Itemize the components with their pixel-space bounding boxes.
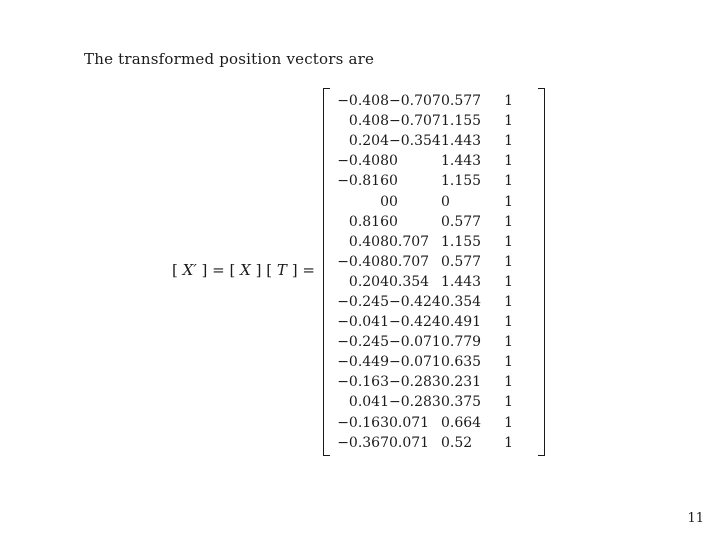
- matrix-cell: 0.071: [389, 414, 430, 431]
- matrix-table: [335, 91, 513, 453]
- matrix-cell: 1.155: [441, 113, 482, 130]
- matrix-cell: −0.163: [337, 374, 389, 391]
- matrix-cell: −0.408: [337, 153, 389, 170]
- result-matrix: [323, 88, 545, 456]
- matrix-cell: 0.577: [441, 93, 482, 110]
- matrix-cell: 1: [504, 374, 513, 391]
- matrix-row: [335, 332, 513, 352]
- matrix-cell: 1.155: [441, 233, 482, 250]
- matrix-cell: 0.354: [441, 293, 482, 310]
- matrix-cell: 1: [504, 414, 513, 431]
- matrix-row: [335, 272, 513, 292]
- matrix-cell: −0.283: [389, 394, 441, 411]
- matrix-cell: −0.449: [337, 354, 389, 371]
- matrix-cell: 0.779: [441, 334, 482, 351]
- equation-lhs: [172, 261, 315, 279]
- bracket-close-t: ]: [291, 261, 298, 279]
- matrix-body: [335, 91, 513, 453]
- bracket-open-xprime: [: [172, 261, 178, 279]
- bracket-open-t: [: [266, 261, 273, 279]
- matrix-row: [335, 151, 513, 171]
- matrix-cell: −0.041: [337, 314, 389, 331]
- matrix-cell: 0: [389, 173, 398, 190]
- matrix-cell: 0.707: [389, 233, 430, 250]
- matrix-cell: 0.204: [348, 273, 389, 290]
- matrix-cell: 0.635: [441, 354, 482, 371]
- matrix-cell: 1: [504, 173, 513, 190]
- matrix-cell: 1: [504, 193, 513, 210]
- matrix-cell: 1: [504, 314, 513, 331]
- matrix-cell: 1: [504, 273, 513, 290]
- matrix-cell: 0: [389, 213, 398, 230]
- matrix-cell: 0.231: [441, 374, 482, 391]
- matrix-cell: −0.424: [389, 293, 441, 310]
- matrix-cell: 1: [504, 293, 513, 310]
- matrix-cell: 0.204: [348, 133, 389, 150]
- matrix-row: [335, 111, 513, 131]
- matrix-cell: 0.375: [441, 394, 482, 411]
- matrix-row: [335, 292, 513, 312]
- matrix-cell: 0.408: [348, 113, 389, 130]
- matrix-row: [335, 131, 513, 151]
- matrix-cell: 1: [504, 213, 513, 230]
- bracket-close-xprime: ]: [201, 261, 208, 279]
- matrix-cell: 0.041: [348, 394, 389, 411]
- matrix-cell: 0.354: [389, 273, 430, 290]
- matrix-cell: −0.071: [389, 354, 441, 371]
- matrix-cell: −0.367: [337, 434, 389, 451]
- matrix-cell: 1: [504, 113, 513, 130]
- matrix-cell: 1: [504, 394, 513, 411]
- matrix-cell: −0.163: [337, 414, 389, 431]
- matrix-row: [335, 232, 513, 252]
- matrix-cell: −0.707: [389, 93, 441, 110]
- bracket-close-x: ]: [255, 261, 262, 279]
- matrix-right-bracket: [538, 88, 545, 456]
- matrix-row: [335, 212, 513, 232]
- matrix-cell: 1: [504, 153, 513, 170]
- matrix-cell: 0.071: [389, 434, 430, 451]
- matrix-row: [335, 413, 513, 433]
- matrix-cell: −0.816: [337, 173, 389, 190]
- matrix-cell: 0.707: [389, 253, 430, 270]
- matrix-cell: 0.664: [441, 414, 482, 431]
- matrix-cell: −0.245: [337, 334, 389, 351]
- matrix-cell: 1: [504, 233, 513, 250]
- matrix-cell: 1: [504, 354, 513, 371]
- matrix-cell: −0.424: [389, 314, 441, 331]
- matrix-cell: 0: [441, 193, 450, 210]
- matrix-row: [335, 171, 513, 191]
- matrix-cell: 0.408: [348, 233, 389, 250]
- matrix-cell: 0: [389, 153, 398, 170]
- symbol-x: X: [240, 261, 251, 279]
- matrix-cell: −0.245: [337, 293, 389, 310]
- matrix-cell: 1: [504, 253, 513, 270]
- matrix-cell: 1.155: [441, 173, 482, 190]
- matrix-row: [335, 352, 513, 372]
- equals-sign: =: [212, 261, 225, 279]
- matrix-cell: 0.577: [441, 213, 482, 230]
- matrix-cell: 0: [389, 193, 398, 210]
- page-number: 11: [687, 511, 704, 526]
- matrix-cell: 1.443: [441, 133, 482, 150]
- matrix-cell: 0.816: [348, 213, 389, 230]
- matrix-cell: −0.408: [337, 93, 389, 110]
- matrix-cell: −0.354: [389, 133, 441, 150]
- matrix-cell: −0.707: [389, 113, 441, 130]
- matrix-row: [335, 392, 513, 412]
- matrix-cell: 1: [504, 434, 513, 451]
- matrix-cell: 1.443: [441, 153, 482, 170]
- matrix-row: [335, 252, 513, 272]
- matrix-cell: 1: [504, 133, 513, 150]
- matrix-cell: 0.52: [441, 434, 473, 451]
- matrix-left-bracket: [323, 88, 330, 456]
- matrix-cell: −0.408: [337, 253, 389, 270]
- matrix-cell: −0.071: [389, 334, 441, 351]
- matrix-cell: 1: [504, 93, 513, 110]
- matrix-cell: 1: [504, 334, 513, 351]
- symbol-x-prime: X′: [182, 261, 197, 279]
- heading-text: The transformed position vectors are: [84, 50, 375, 68]
- symbol-t: T: [276, 261, 287, 279]
- matrix-cell: −0.283: [389, 374, 441, 391]
- matrix-cell: 0.577: [441, 253, 482, 270]
- bracket-open-x: [: [229, 261, 236, 279]
- matrix-row: [335, 433, 513, 453]
- matrix-row: [335, 191, 513, 211]
- equals-sign-2: =: [302, 261, 315, 279]
- matrix-cell: 1.443: [441, 273, 482, 290]
- matrix-cell: 0: [380, 193, 389, 210]
- matrix-row: [335, 91, 513, 111]
- matrix-cell: 0.491: [441, 314, 482, 331]
- matrix-row: [335, 312, 513, 332]
- matrix-row: [335, 372, 513, 392]
